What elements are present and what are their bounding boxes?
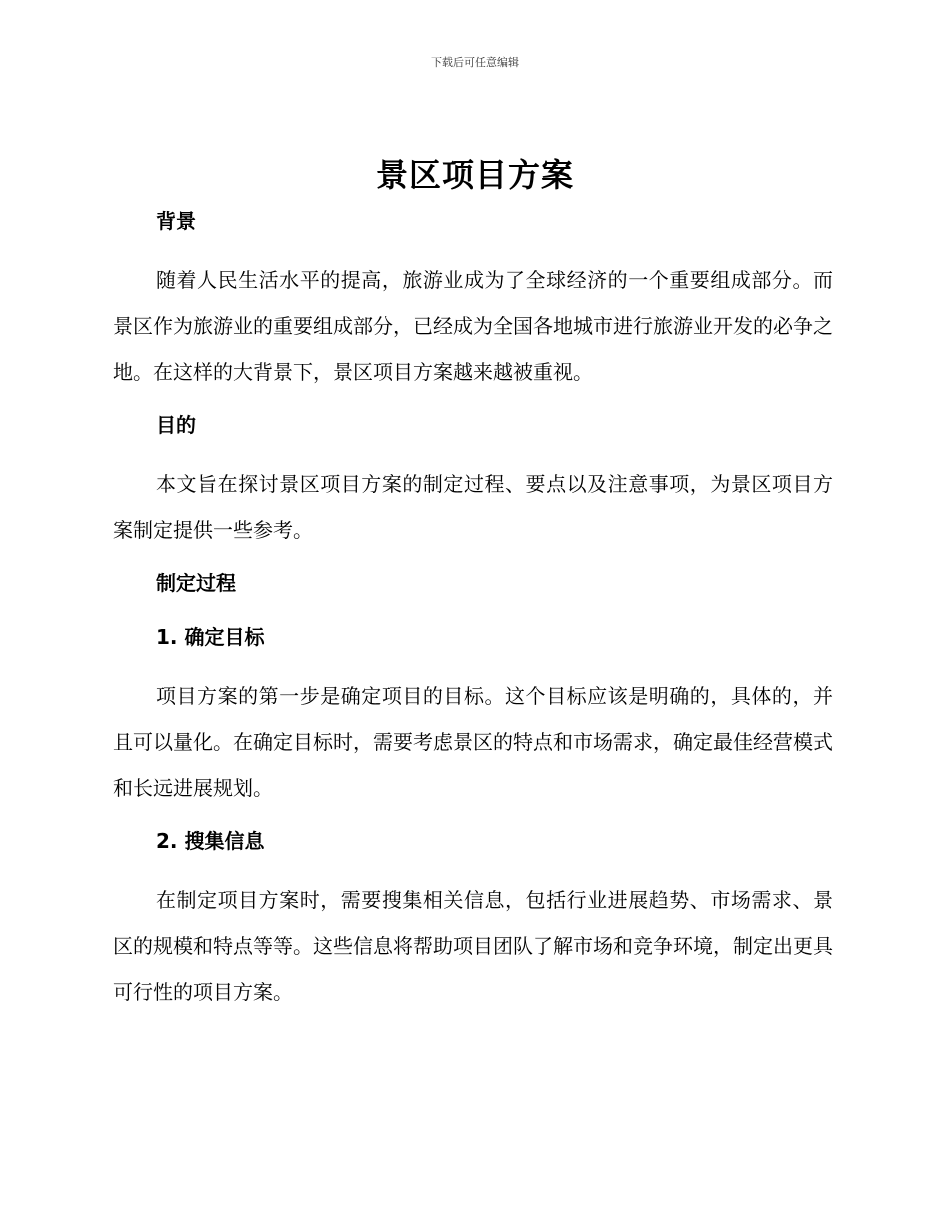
header-note: 下载后可任意编辑 [431,56,519,69]
section-paragraph-purpose: 本文旨在探讨景区项目方案的制定过程、要点以及注意事项，为景区项目方案制定提供一些参考。 [113,472,833,542]
document-title: 景区项目方案 [375,156,574,194]
section-paragraph-collect-info: 在制定项目方案时，需要搜集相关信息，包括行业进展趋势、市场需求、景区的规模和特点等等。这些信息将帮助项目团队了解市场和竞争环境，制定出更具可行性的项目方案。 [113,888,833,1004]
section-heading-purpose: 目的 [156,413,196,437]
section-heading-set-goals: 1. 确定目标 [156,625,265,649]
section-heading-background: 背景 [156,209,196,233]
section-heading-collect-info: 2. 搜集信息 [156,829,265,853]
section-paragraph-set-goals: 项目方案的第一步是确定项目的目标。这个目标应该是明确的，具体的，并且可以量化。在确定目标时，需要考虑景区的特点和市场需求，确定最佳经营模式和长远进展规划。 [113,684,833,800]
document-body [113,203,833,1015]
section-paragraph-background: 随着人民生活水平的提高，旅游业成为了全球经济的一个重要组成部分。而景区作为旅游业的重要组成部分，已经成为全国各地城市进行旅游业开发的必争之地。在这样的大背景下，景区项目方案越来越被重视。 [113,268,833,384]
section-heading-process: 制定过程 [156,571,236,595]
